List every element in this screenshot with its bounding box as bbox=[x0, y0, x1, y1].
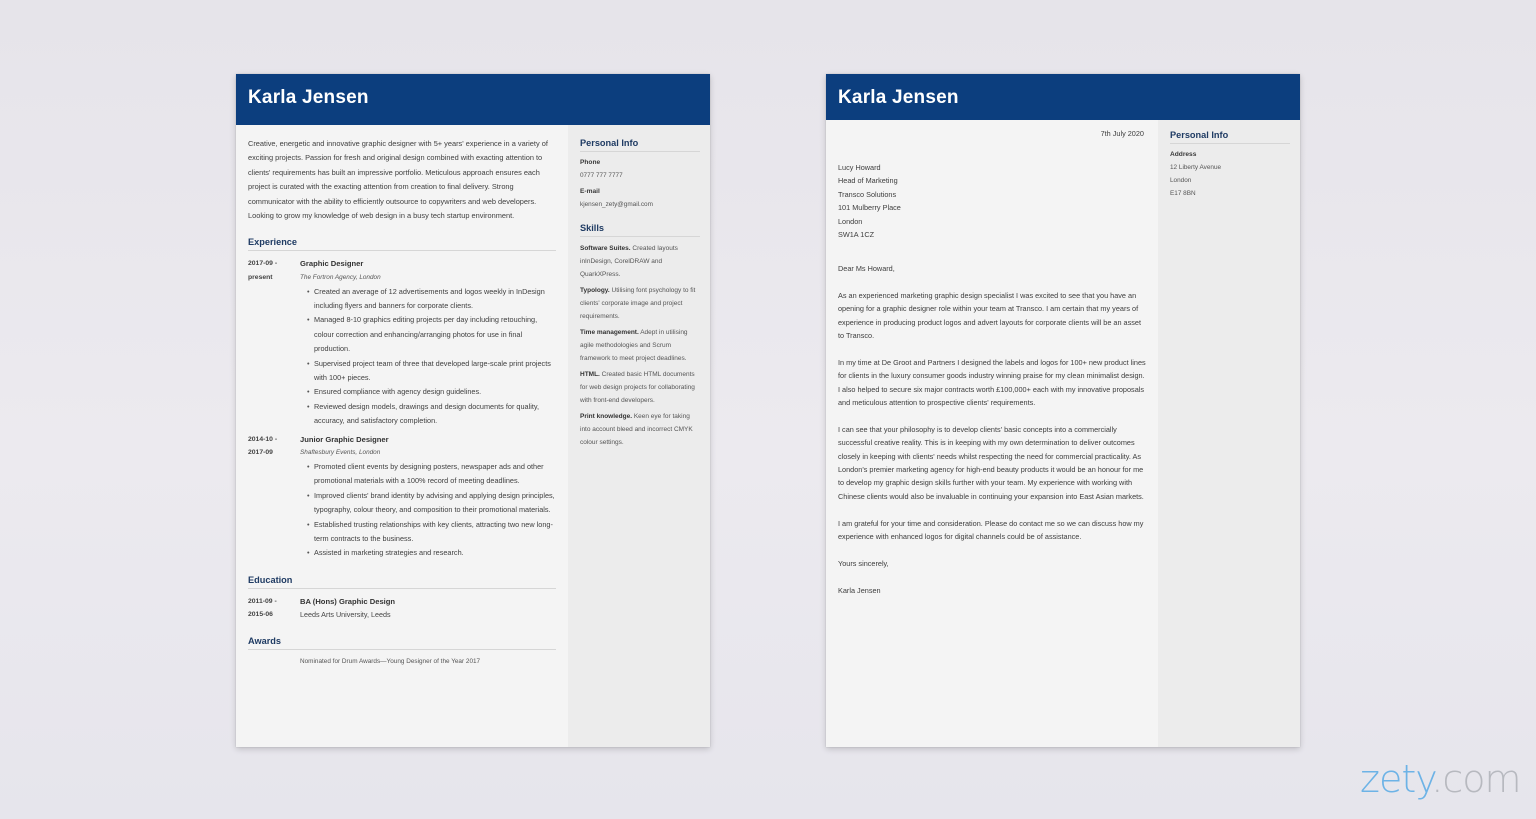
experience-entry bbox=[248, 433, 556, 561]
degree: BA (Hons) Graphic Design bbox=[300, 596, 396, 606]
school: Leeds Arts University, Leeds bbox=[300, 610, 391, 620]
letter-paragraph: As an experienced marketing graphic design specialist I was excited to see that you have an opening for a graphic designer role within your team at Transco. I am certain that my years of experience in producing product logos and advert layouts for corporate clients will be an asset to Transco. bbox=[838, 290, 1141, 341]
awards-section bbox=[248, 636, 556, 668]
bullet-list bbox=[300, 460, 556, 561]
skill-name: HTML. bbox=[580, 371, 600, 378]
recipient-company: Transco Solutions bbox=[838, 189, 897, 199]
resume-main-column bbox=[248, 137, 556, 668]
entry-body bbox=[300, 595, 556, 622]
sidebar-content bbox=[1170, 130, 1290, 200]
date-start: 2014-10 - bbox=[248, 435, 278, 443]
resume-sidebar bbox=[568, 125, 710, 747]
award-item: Nominated for Drum Awards—Young Designer of the Year 2017 bbox=[300, 657, 481, 665]
letter-body bbox=[838, 262, 1148, 597]
resume-page bbox=[236, 74, 710, 747]
date-start: 2017-09 - bbox=[248, 260, 278, 268]
letter-sidebar bbox=[1158, 120, 1300, 747]
skill-item bbox=[580, 326, 700, 365]
recipient-name: Lucy Howard bbox=[838, 163, 881, 172]
skill-item bbox=[580, 242, 700, 281]
letter-paragraph: I am grateful for your time and consideration. Please do contact me so we can discuss how my experience with enhanced logos for digital channels could be of assistance. bbox=[838, 518, 1144, 542]
entry-body bbox=[300, 433, 556, 561]
bullet: • Managed 8-10 graphics editing projects per day including retouching, colour correction and enhancing/arranging photos for use in final production. bbox=[307, 313, 556, 356]
skill-desc: Created basic HTML documents for web design projects for collaborating with front-end developers. bbox=[580, 371, 695, 404]
bullet: • Supervised project team of three that developed large-scale print projects with 100+ pieces. bbox=[307, 357, 556, 386]
job-title: Junior Graphic Designer bbox=[300, 434, 389, 444]
address-line: London bbox=[1170, 177, 1192, 184]
skill-item bbox=[580, 368, 700, 407]
bullet: • Established trusting relationships with key clients, attracting two new long-term contracts to the business. bbox=[307, 518, 556, 547]
entry-dates bbox=[248, 433, 300, 561]
skill-name: Typology. bbox=[580, 287, 610, 294]
phone-value: 0777 777 7777 bbox=[580, 172, 623, 179]
zety-logo bbox=[1360, 757, 1521, 801]
letter-paragraph: In my time at De Groot and Partners I designed the labels and logos for 100+ new product lines for clients in the luxury consumer goods industry winning praise for my clean minimalist design. I also helped to secure six major contracts worth £100,000+ each with my innovative proposals and meticulous attention to prospective clients' requirements. bbox=[838, 357, 1146, 408]
address-label: Address bbox=[1170, 151, 1197, 158]
letter-header bbox=[826, 74, 1300, 120]
recipient-title: Head of Marketing bbox=[838, 176, 898, 186]
company: Shaftesbury Events, London bbox=[300, 449, 381, 457]
recipient-address bbox=[838, 161, 901, 241]
skill-name: Software Suites. bbox=[580, 245, 631, 252]
recipient-city: London bbox=[838, 216, 863, 226]
email-value: kjensen_zety@gmail.com bbox=[580, 201, 653, 208]
cover-letter-page bbox=[826, 74, 1300, 747]
bullet: • Improved clients' brand identity by advising and applying design principles, typography, colour theory, and composition to their promotional materials. bbox=[307, 489, 556, 518]
education-section bbox=[248, 575, 556, 622]
education-title: Education bbox=[248, 575, 556, 589]
bullet: • Created an average of 12 advertisements and logos weekly in InDesign including flyers and banners for corporate clients. bbox=[307, 285, 556, 314]
bullet: • Promoted client events by designing posters, newspaper ads and other promotional materials with a 100% record of meeting deadlines. bbox=[307, 460, 556, 489]
entry-body bbox=[300, 257, 556, 428]
letter-name: Karla Jensen bbox=[838, 87, 959, 108]
date-end: 2015-06 bbox=[248, 611, 273, 619]
personal-info-title: Personal Info bbox=[580, 138, 700, 152]
skill-desc: Utilising font psychology to fit clients' corporate image and project requirements. bbox=[580, 287, 696, 320]
letter-date: 7th July 2020 bbox=[1100, 129, 1144, 138]
experience-entry bbox=[248, 257, 556, 428]
education-entry bbox=[248, 595, 556, 622]
company: The Fortron Agency, London bbox=[300, 274, 381, 282]
skills-title: Skills bbox=[580, 223, 700, 237]
resume-name: Karla Jensen bbox=[248, 87, 369, 108]
logo-suffix: .com bbox=[1431, 757, 1521, 801]
closing: Yours sincerely, bbox=[838, 558, 889, 568]
experience-title: Experience bbox=[248, 237, 556, 251]
recipient-street: 101 Mulberry Place bbox=[838, 203, 901, 213]
entry-dates bbox=[248, 595, 300, 622]
logo-brand: zety bbox=[1360, 757, 1432, 801]
salutation: Dear Ms Howard, bbox=[838, 264, 895, 273]
skill-desc: Keen eye for taking into account bleed and incorrect CMYK colour settings. bbox=[580, 413, 693, 446]
personal-info-title: Personal Info bbox=[1170, 130, 1290, 144]
experience-section bbox=[248, 237, 556, 560]
job-title: Graphic Designer bbox=[300, 259, 364, 269]
entry-dates bbox=[248, 257, 300, 428]
resume-summary: Creative, energetic and innovative graphic designer with 5+ years' experience in a variety of exciting projects. Passion for fresh and original design combined with exacting attention to clients' requirements has built an impressive portfolio. Meticulous approach ensures each project is curated with the exacting attention from creation to final delivery. Strong communicator with the ability to efficiently outsource to copywriters and web developers. Looking to grow my knowledge of web design in a busy tech startup environment. bbox=[248, 139, 548, 221]
recipient-postcode: SW1A 1CZ bbox=[838, 230, 875, 240]
skill-item bbox=[580, 284, 700, 323]
skill-desc: Adept in utilising agile methodologies and Scrum framework to meet project deadlines. bbox=[580, 329, 688, 362]
letter-paragraph: I can see that your philosophy is to develop clients' basic concepts into a commercially successful creative reality. This is in keeping with my own determination to deliver outcomes closely in keeping with clients' needs whilst respecting the need for commercial practicality. As London's premier marketing agency for high-end beauty products it would be an honour for me to develop my graphic design skills further with your team. My experience with working with Chinese clients would also be invaluable in continuing your expansion into East Asian markets. bbox=[838, 424, 1144, 501]
skill-name: Print knowledge. bbox=[580, 413, 633, 420]
bullet: • Assisted in marketing strategies and research. bbox=[307, 546, 556, 560]
phone-label: Phone bbox=[580, 159, 601, 166]
bullet-list bbox=[300, 285, 556, 429]
bullet: • Reviewed design models, drawings and design documents for quality, accuracy, and satisfactory completion. bbox=[307, 400, 556, 429]
signature: Karla Jensen bbox=[838, 585, 881, 595]
skill-desc: Created layouts inInDesign, CorelDRAW and QuarkXPress. bbox=[580, 245, 678, 278]
skill-item bbox=[580, 410, 700, 449]
skill-name: Time management. bbox=[580, 329, 639, 336]
resume-header bbox=[236, 74, 710, 125]
date-start: 2011-09 - bbox=[248, 597, 277, 605]
date-end: 2017-09 bbox=[248, 449, 273, 457]
awards-title: Awards bbox=[248, 636, 556, 650]
email-label: E-mail bbox=[580, 188, 600, 195]
sidebar-content bbox=[580, 138, 700, 452]
date-end: present bbox=[248, 274, 273, 282]
bullet: • Ensured compliance with agency design guidelines. bbox=[307, 385, 556, 399]
address-line: E17 8BN bbox=[1170, 190, 1196, 197]
address-line: 12 Liberty Avenue bbox=[1170, 164, 1222, 171]
